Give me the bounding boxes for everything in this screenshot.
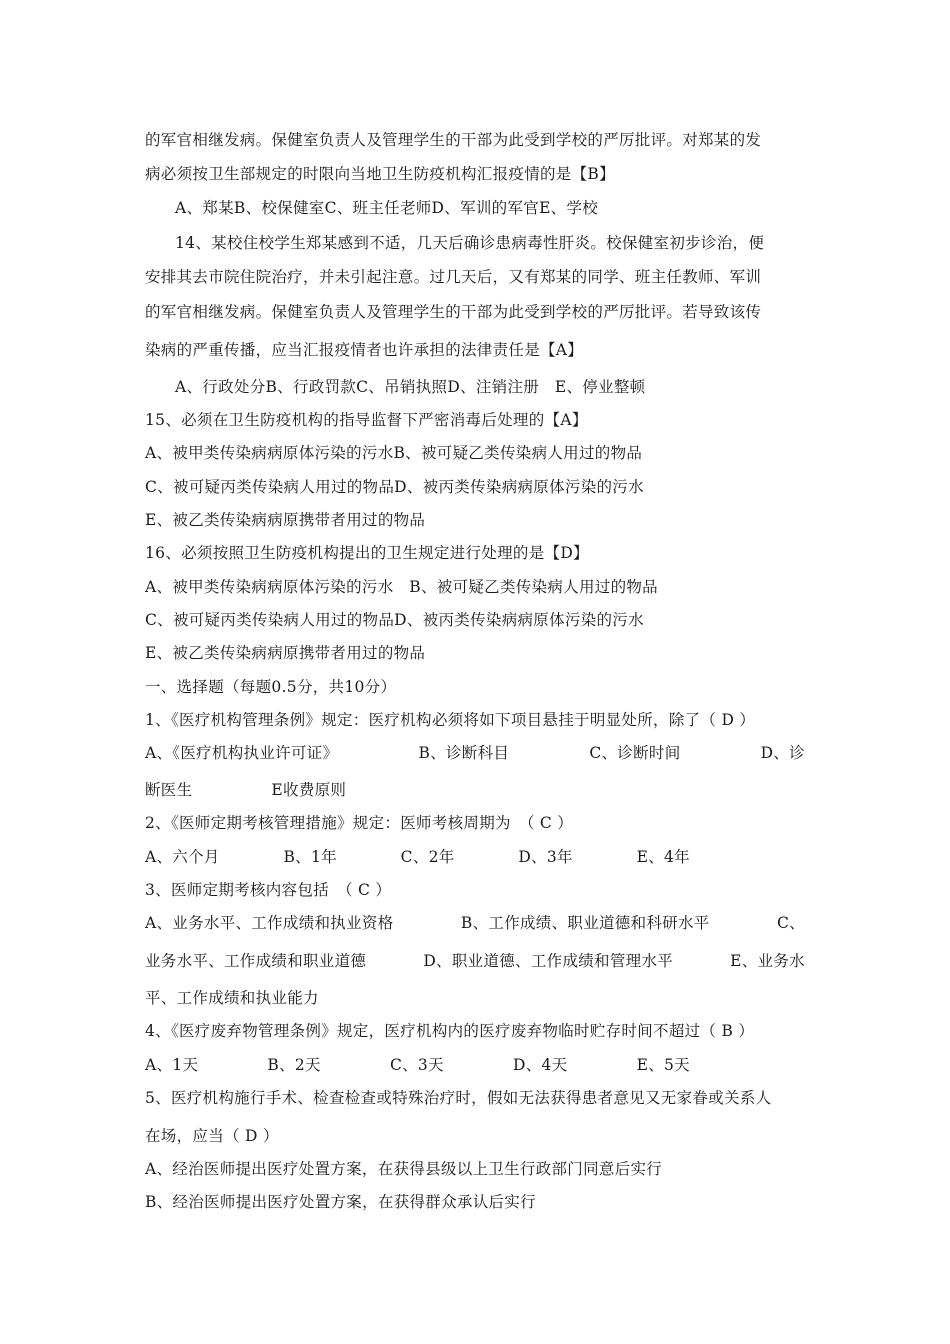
option-a: A、《医疗机构执业许可证》 <box>145 744 339 762</box>
paragraph-line: 的军官相继发病。保健室负责人及管理学生的干部为此受到学校的严厉批评。对郑某的发 <box>145 131 762 149</box>
option-line: A、郑某B、校保健室C、班主任老师D、军训的军官E、学校 <box>175 199 599 217</box>
paragraph-line: 在场，应当（ D ） <box>145 1127 279 1145</box>
option-d: D、诊 <box>760 744 805 762</box>
option-c: C、3天 <box>389 1056 444 1074</box>
option-a: A、业务水平、工作成绩和执业资格 <box>145 914 394 932</box>
question-line: 15、必须在卫生防疫机构的指导监督下严密消毒后处理的【A】 <box>145 411 588 429</box>
q2-options <box>145 847 690 867</box>
option-c: C、诊断时间 <box>589 744 681 762</box>
paragraph-line: 病必须按卫生部规定的时限向当地卫生防疫机构汇报疫情的是【B】 <box>145 165 615 183</box>
option-line: A、经治医师提出医疗处置方案，在获得县级以上卫生行政部门同意后实行 <box>145 1160 663 1178</box>
option-c-cont: 业务水平、工作成绩和职业道德 <box>145 952 367 970</box>
option-line: A、被甲类传染病病原体污染的污水B、被可疑乙类传染病人用过的物品 <box>145 444 643 462</box>
option-a: A、1天 <box>145 1056 199 1074</box>
question-line: 3、医师定期考核内容包括 （ C ） <box>145 881 392 899</box>
option-line: C、被可疑丙类传染病人用过的物品D、被丙类传染病病原体污染的污水 <box>145 478 644 496</box>
option-d: D、职业道德、工作成绩和管理水平 <box>423 952 674 970</box>
option-c: C、2年 <box>400 848 455 866</box>
question-line: 4、《医疗废弃物管理条例》规定，医疗机构内的医疗废弃物临时贮存时间不超过（ B ） <box>145 1022 755 1040</box>
option-a: A、六个月 <box>145 848 220 866</box>
option-d: D、3年 <box>518 848 573 866</box>
option-b: B、2天 <box>267 1056 321 1074</box>
option-line: 断医生 E收费原则 <box>145 781 347 799</box>
question-line: 14、某校住校学生郑某感到不适，几天后确诊患病毒性肝炎。校保健室初步诊治，便 <box>175 234 765 252</box>
q3-options-row2 <box>145 951 805 971</box>
option-e: E、5天 <box>636 1056 690 1074</box>
paragraph-line: 安排其去市院住院治疗，并未引起注意。过几天后，又有郑某的同学、班主任教师、军训 <box>145 268 762 286</box>
option-line: E、被乙类传染病病原携带者用过的物品 <box>145 511 426 529</box>
option-e: E、4年 <box>636 848 690 866</box>
option-line: A、行政处分B、行政罚款C、吊销执照D、注销注册 E、停业整顿 <box>175 378 646 396</box>
q1-options <box>145 743 805 763</box>
question-line: 16、必须按照卫生防疫机构提出的卫生规定进行处理的是【D】 <box>145 544 589 562</box>
section-heading: 一、选择题（每题0.5分，共10分） <box>145 678 397 696</box>
option-d: D、4天 <box>512 1056 568 1074</box>
option-line: A、被甲类传染病病原体污染的污水 B、被可疑乙类传染病人用过的物品 <box>145 578 658 596</box>
q4-options <box>145 1055 690 1075</box>
paragraph-line: 染病的严重传播，应当汇报疫情者也许承担的法律责任是【A】 <box>145 341 584 359</box>
paragraph-line: 的军官相继发病。保健室负责人及管理学生的干部为此受到学校的严厉批评。若导致该传 <box>145 303 762 321</box>
question-line: 5、医疗机构施行手术、检查检查或特殊治疗时，假如无法获得患者意见又无家眷或关系人 <box>145 1089 772 1107</box>
option-b: B、工作成绩、职业道德和科研水平 <box>460 914 710 932</box>
question-line: 2、《医师定期考核管理措施》规定：医师考核周期为 （ C ） <box>145 814 574 832</box>
option-line: B、经治医师提出医疗处置方案，在获得群众承认后实行 <box>145 1193 536 1211</box>
option-line: C、被可疑丙类传染病人用过的物品D、被丙类传染病病原体污染的污水 <box>145 611 644 629</box>
option-line: 平、工作成绩和执业能力 <box>145 989 319 1007</box>
option-b: B、诊断科目 <box>418 744 510 762</box>
option-c: C、 <box>777 914 805 932</box>
option-e: E、业务水 <box>730 952 805 970</box>
q3-options-row1 <box>145 913 805 933</box>
question-line: 1、《医疗机构管理条例》规定：医疗机构必须将如下项目悬挂于明显处所，除了（ D ） <box>145 711 756 729</box>
option-line: E、被乙类传染病病原携带者用过的物品 <box>145 644 426 662</box>
option-b: B、1年 <box>283 848 337 866</box>
